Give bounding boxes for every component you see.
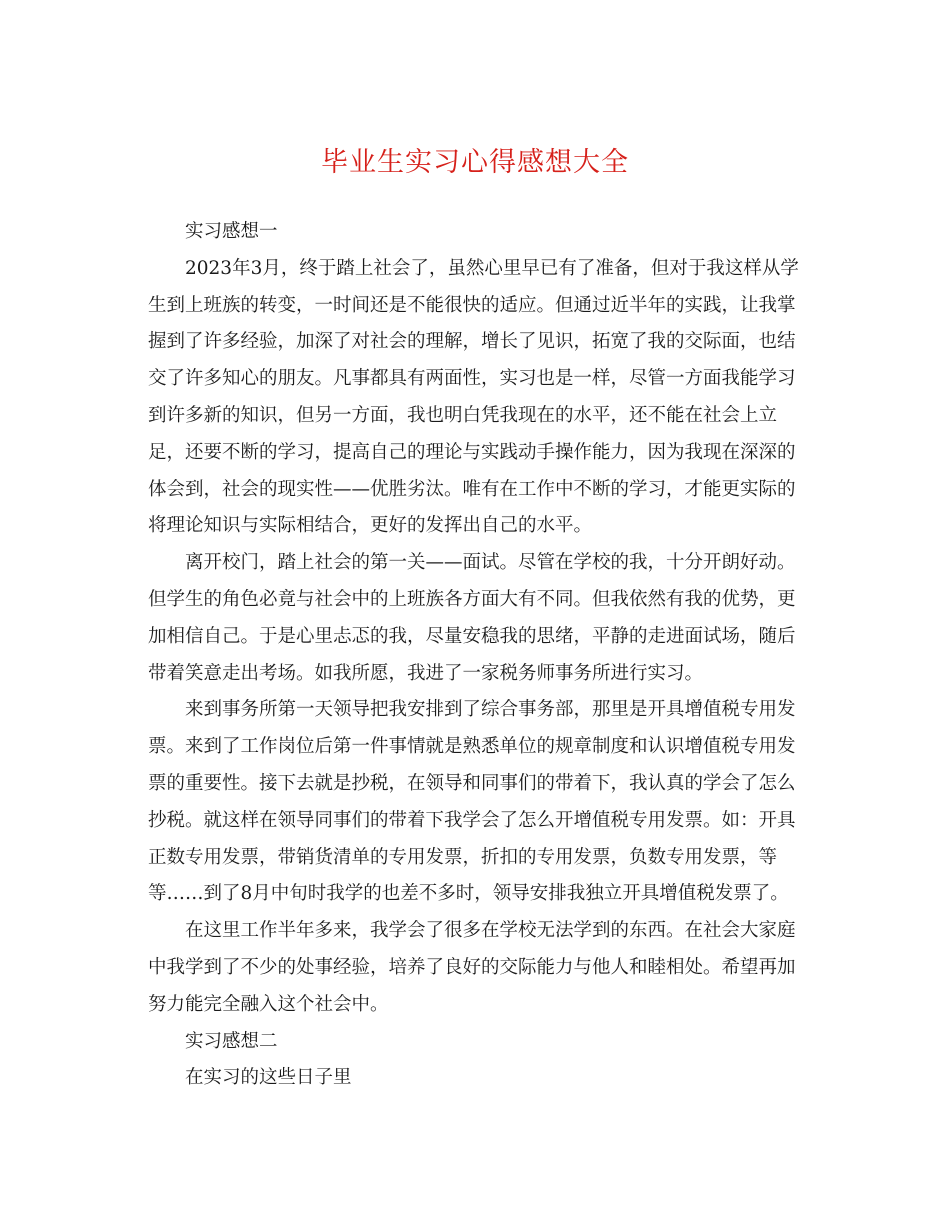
body-paragraph: 来到事务所第一天领导把我安排到了综合事务部，那里是开具增值税专用发票。来到了工作岗位后第一件事情就是熟悉单位的规章制度和认识增值税专用发票的重要性。接下去就是抄税，在领导和同事们的带着下，我认真的学会了怎么抄税。就这样在领导同事们的带着下我学会了怎么开增值税专用发票。如：开具正数专用发票，带销货清单的专用发票，折扣的专用发票，负数专用发票，等等……到了8月中旬时我学的也差不多时，领导安排我独立开具增值税发票了。 bbox=[148, 699, 796, 905]
body-paragraph: 在这里工作半年多来，我学会了很多在学校无法学到的东西。在社会大家庭中我学到了不少的处事经验，培养了良好的交际能力与他人和睦相处。希望再加努力能完全融入这个社会中。 bbox=[148, 920, 796, 1015]
document-title: 毕业生实习心得感想大全 bbox=[321, 147, 629, 178]
body-paragraph: 在实习的这些日子里 bbox=[185, 1067, 352, 1089]
section-heading: 实习感想二 bbox=[185, 1030, 278, 1052]
document-body bbox=[148, 214, 806, 1097]
section-heading: 实习感想一 bbox=[185, 221, 278, 242]
body-paragraph: 离开校门，踏上社会的第一关——面试。尽管在学校的我，十分开朗好动。但学生的角色必竟与社会中的上班族各方面大有不同。但我依然有我的优势，更加相信自己。于是心里忐忑的我，尽量安稳我的思绪，平静的走进面试场，随后带着笑意走出考场。如我所愿，我进了一家税务师事务所进行实习。 bbox=[148, 552, 796, 684]
body-paragraph: 2023年3月，终于踏上社会了，虽然心里早已有了准备，但对于我这样从学生到上班族的转变，一时间还是不能很快的适应。但通过近半年的实践，让我掌握到了许多经验，加深了对社会的理解，增长了见识，拓宽了我的交际面，也结交了许多知心的朋友。凡事都具有两面性，实习也是一样，尽管一方面我能学习到许多新的知识，但另一方面，我也明白凭我现在的水平，还不能在社会上立足，还要不断的学习，提高自己的理论与实践动手操作能力，因为我现在深深的体会到，社会的现实性——优胜劣汰。唯有在工作中不断的学习，才能更实际的将理论知识与实际相结合，更好的发挥出自己的水平。 bbox=[148, 257, 799, 537]
